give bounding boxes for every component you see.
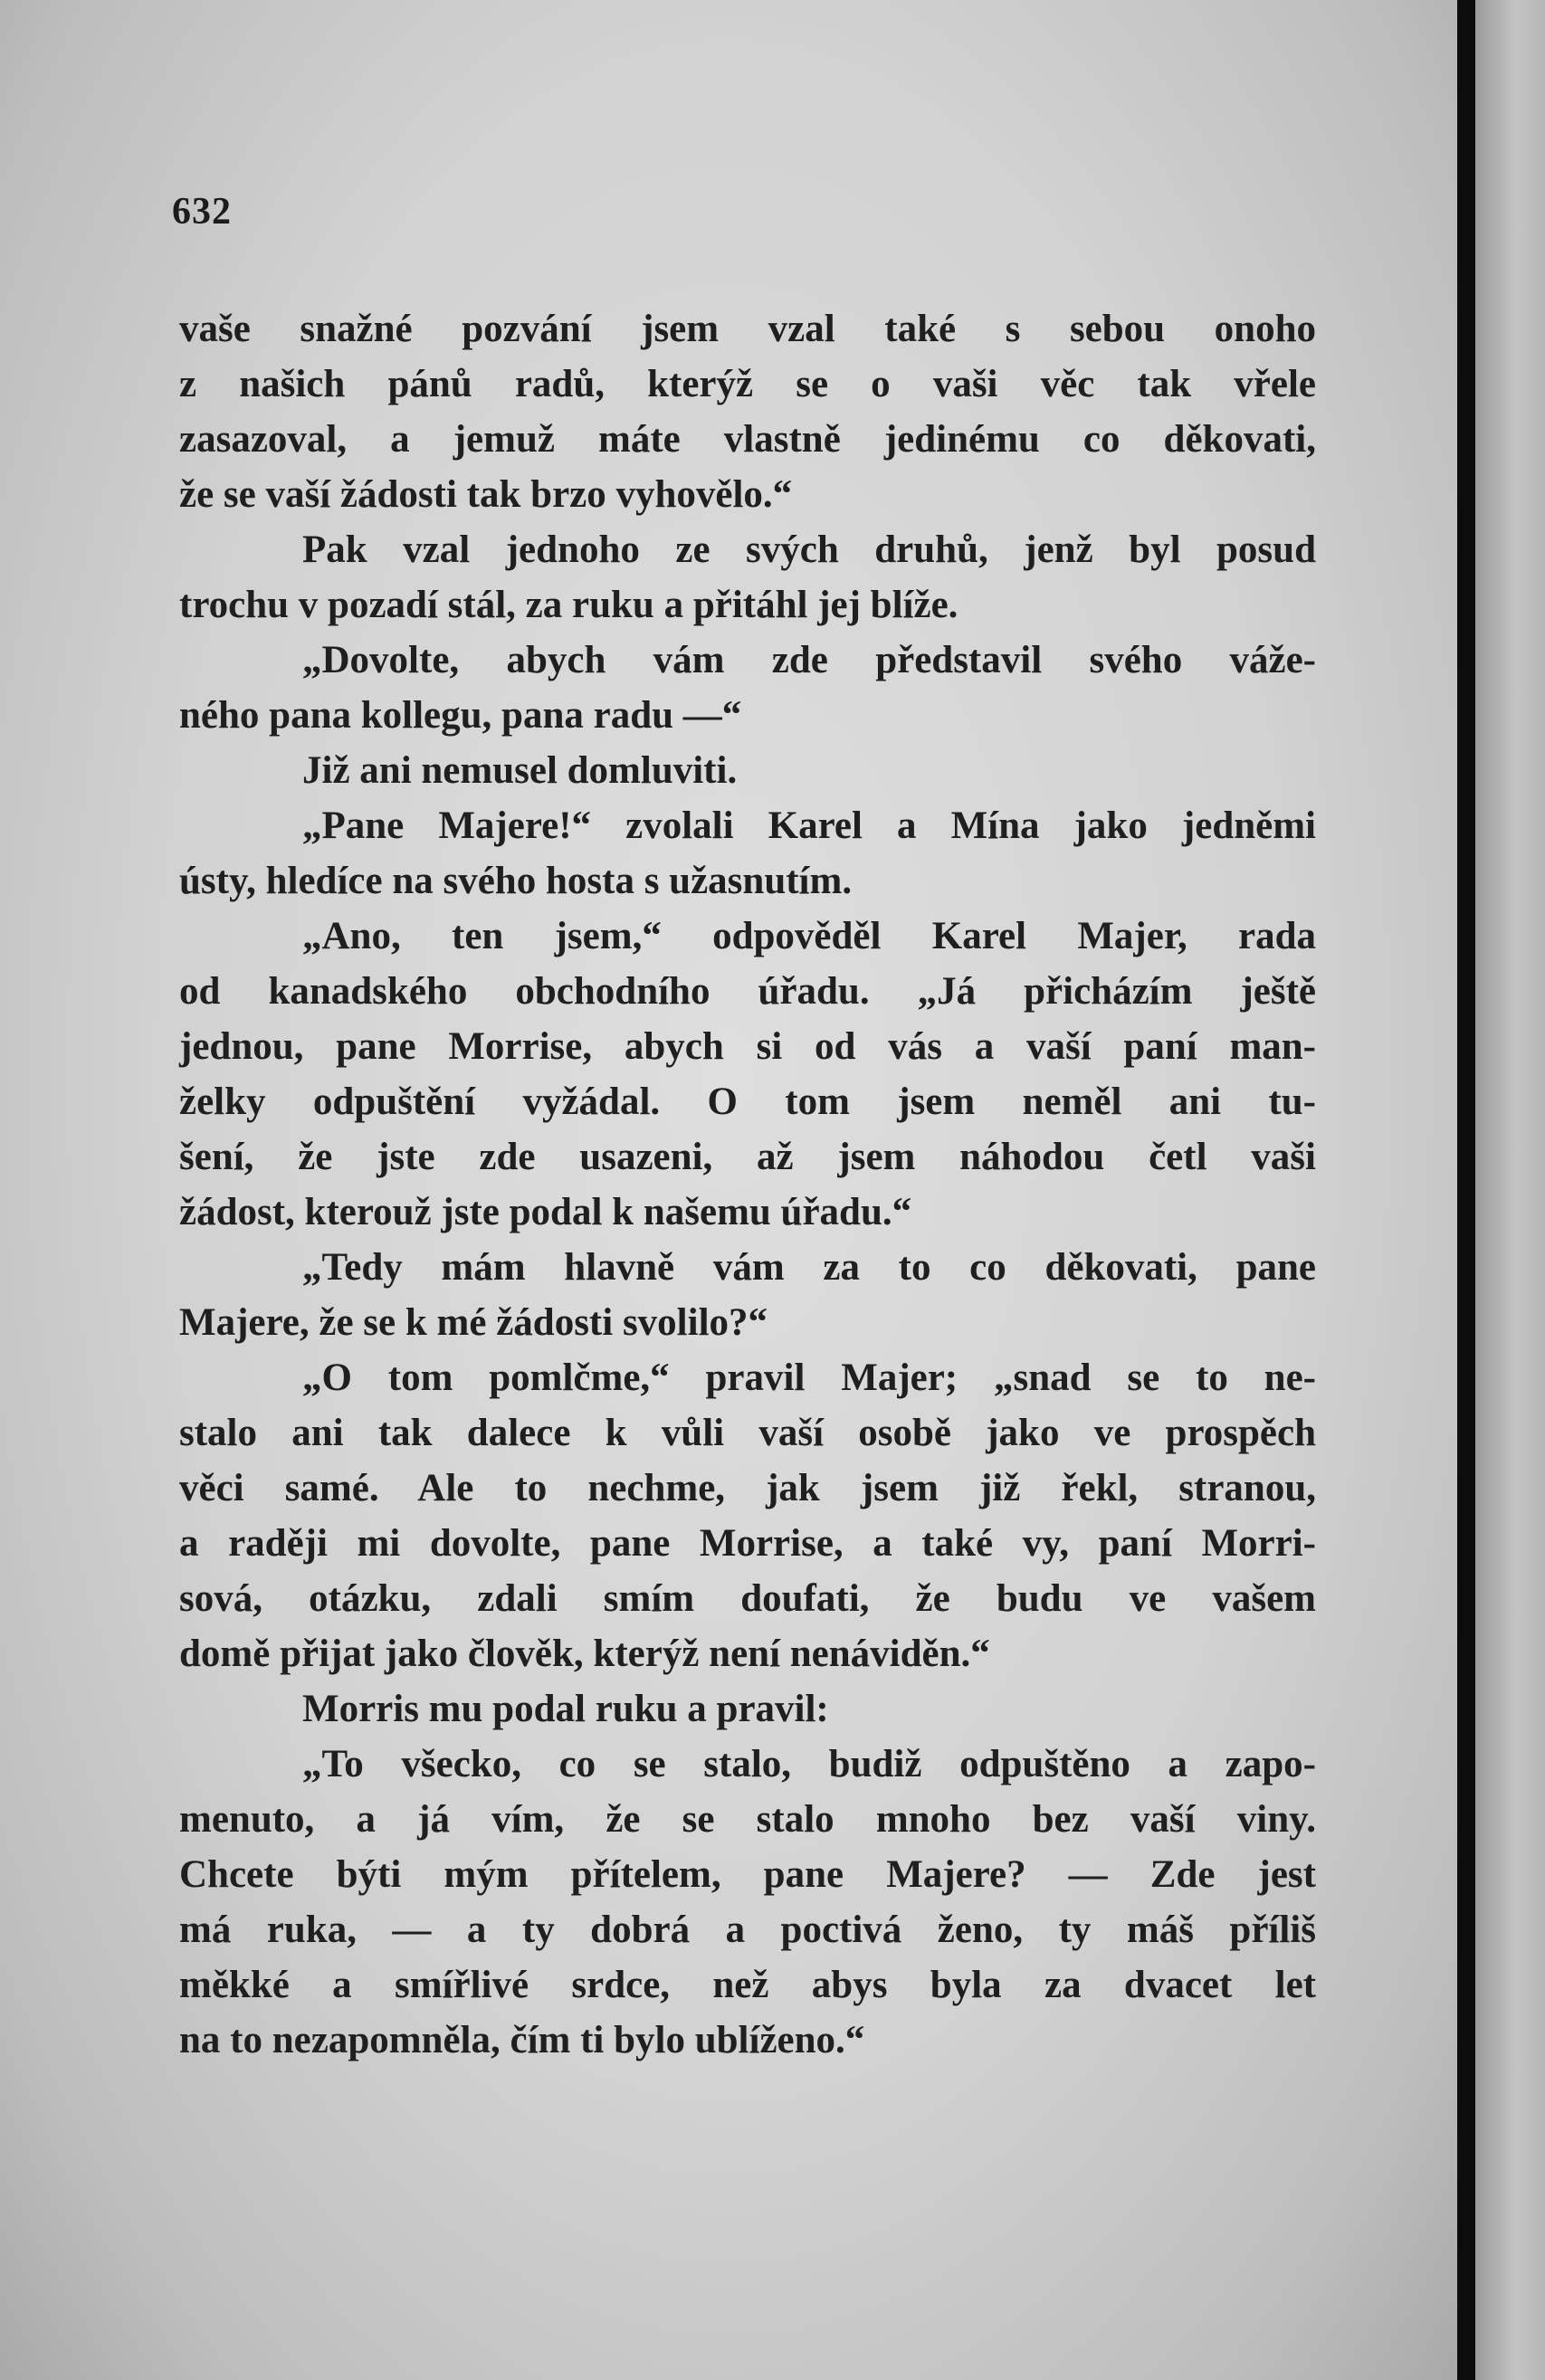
text-line: měkké a smířlivé srdce, než abys byla za dvacet let	[179, 1964, 1316, 2006]
adjacent-page-edge	[1475, 0, 1545, 2380]
text-line: Majere, že se k mé žádosti svolilo?“	[179, 1301, 768, 1344]
text-line: zasazoval, a jemuž máte vlastně jedinému co děkovati,	[179, 418, 1316, 461]
text-line: „Dovolte, abych vám zde představil svého váže-	[302, 639, 1316, 681]
text-line: Pak vzal jednoho ze svých druhů, jenž byl posud	[302, 528, 1316, 571]
text-line: žádost, kterouž jste podal k našemu úřadu.“	[179, 1191, 912, 1233]
page-gutter	[1457, 0, 1475, 2380]
text-line: želky odpuštění vyžádal. O tom jsem neměl ani tu-	[179, 1081, 1316, 1123]
text-line: Již ani nemusel domluviti.	[302, 749, 738, 792]
text-line: stalo ani tak dalece k vůli vaší osobě jako ve prospěch	[179, 1412, 1316, 1454]
text-line: „Tedy mám hlavně vám za to co děkovati, pane	[302, 1246, 1316, 1289]
text-line: vaše snažné pozvání jsem vzal také s sebou onoho	[179, 308, 1316, 350]
text-line: a raději mi dovolte, pane Morrise, a také vy, paní Morri-	[179, 1522, 1316, 1565]
text-line: Morris mu podal ruku a pravil:	[302, 1688, 829, 1730]
text-line: „Pane Majere!“ zvolali Karel a Mína jako jedněmi	[302, 804, 1316, 847]
text-line: na to nezapomněla, čím ti bylo ublíženo.“	[179, 2019, 865, 2061]
text-line: sová, otázku, zdali smím doufati, že budu ve vašem	[179, 1577, 1316, 1620]
text-line: od kanadského obchodního úřadu. „Já přicházím ještě	[179, 970, 1316, 1013]
text-line: ústy, hledíce na svého hosta s užasnutím.	[179, 860, 853, 902]
text-line: že se vaší žádosti tak brzo vyhovělo.“	[179, 473, 793, 516]
page-number: 632	[172, 191, 232, 233]
body-text	[179, 301, 1316, 2068]
text-line: „To všecko, co se stalo, budiž odpuštěno a zapo-	[302, 1743, 1316, 1785]
text-line: ného pana kollegu, pana radu —“	[179, 694, 742, 737]
text-line: šení, že jste zde usazeni, až jsem náhodou četl vaši	[179, 1136, 1316, 1178]
text-line: trochu v pozadí stál, za ruku a přitáhl jej blíže.	[179, 584, 958, 626]
text-line: z našich pánů radů, kterýž se o vaši věc tak vřele	[179, 363, 1316, 405]
text-line: jednou, pane Morrise, abych si od vás a vaší paní man-	[179, 1025, 1316, 1068]
text-line: domě přijat jako člověk, kterýž není nenáviděn.“	[179, 1633, 990, 1675]
text-line: věci samé. Ale to nechme, jak jsem již řekl, stranou,	[179, 1467, 1316, 1509]
text-line: Chcete býti mým přítelem, pane Majere? — Zde jest	[179, 1853, 1316, 1896]
text-line: má ruka, — a ty dobrá a poctivá ženo, ty máš příliš	[179, 1909, 1316, 1951]
text-line: „O tom pomlčme,“ pravil Majer; „snad se to ne-	[302, 1357, 1316, 1399]
text-line: menuto, a já vím, že se stalo mnoho bez vaší viny.	[179, 1798, 1316, 1841]
text-line: „Ano, ten jsem,“ odpověděl Karel Majer, rada	[302, 915, 1316, 957]
